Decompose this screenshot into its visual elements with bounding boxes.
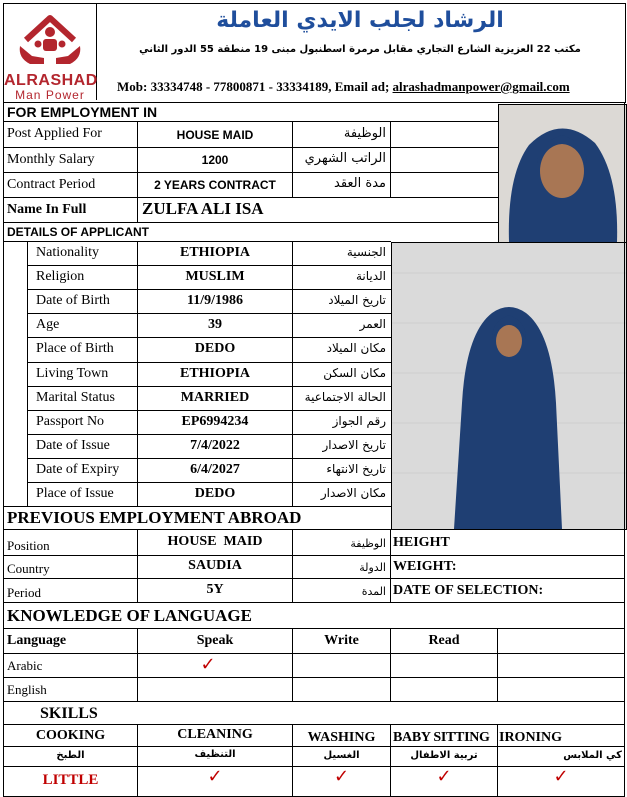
row-divider xyxy=(27,362,391,363)
skill-arabic: كي الملابس xyxy=(563,750,622,761)
detail-label: Marital Status xyxy=(36,389,115,405)
email-link[interactable]: alrashadmanpower@gmail.com xyxy=(392,79,570,94)
row-divider xyxy=(27,410,391,411)
contact-line xyxy=(117,79,617,95)
detail-value: 6/4/2027 xyxy=(190,461,240,477)
post-label: Post Applied For xyxy=(7,126,102,141)
speak-header: Speak xyxy=(196,633,234,648)
detail-label: Date of Issue xyxy=(36,437,110,453)
washing-checkmark-icon: ✓ xyxy=(333,766,350,787)
country-arabic: الدولة xyxy=(359,561,386,574)
row-divider xyxy=(27,313,391,314)
contract-value: 2 YEARS CONTRACT xyxy=(154,178,276,192)
detail-label: Date of Expiry xyxy=(36,461,120,477)
workers-logo-icon xyxy=(4,6,96,70)
skill-arabic: الطبخ xyxy=(56,750,85,761)
height-label: HEIGHT xyxy=(393,535,450,550)
write-header: Write xyxy=(324,633,359,648)
detail-value: EP6994234 xyxy=(181,413,249,429)
read-header: Read xyxy=(428,633,460,648)
section-title-language: KNOWLEDGE OF LANGUAGE xyxy=(7,606,252,625)
section-title-applicant: DETAILS OF APPLICANT xyxy=(7,225,149,239)
detail-arabic: تاريخ الانتهاء xyxy=(326,461,386,476)
skill-arabic: الغسيل xyxy=(323,750,360,761)
detail-arabic: مكان الميلاد xyxy=(326,341,386,356)
position-arabic: الوظيفة xyxy=(350,537,386,550)
detail-arabic: تاريخ الميلاد xyxy=(328,293,386,308)
section-title-previous: PREVIOUS EMPLOYMENT ABROAD xyxy=(7,508,302,527)
detail-arabic: الجنسية xyxy=(346,245,386,259)
post-arabic: الوظيفة xyxy=(343,126,386,141)
date-of-selection-label: DATE OF SELECTION: xyxy=(393,583,544,598)
applicant-headshot-photo xyxy=(498,104,627,243)
detail-arabic: تاريخ الاصدار xyxy=(322,437,386,452)
detail-label: Place of Birth xyxy=(36,341,114,357)
weight-label: WEIGHT: xyxy=(393,559,457,574)
detail-arabic: الحالة الاجتماعية xyxy=(304,389,386,404)
detail-value: ETHIOPIA xyxy=(179,365,250,381)
period-arabic: المدة xyxy=(361,585,386,598)
salary-value: 1200 xyxy=(201,153,229,167)
post-value: HOUSE MAID xyxy=(176,128,254,142)
language-header: Language xyxy=(7,633,67,648)
skill-arabic: تربية الاطفال xyxy=(410,750,478,761)
phone-numbers: Mob: 33334748 - 77800871 - 33334189, Email ad; xyxy=(117,79,393,94)
country-label: Country xyxy=(7,561,50,576)
detail-arabic: العمر xyxy=(359,317,386,332)
arabic-address: مكتب 22 العزيزية الشارع التجاري مقابل مرمرة اسطنبول مبنى 19 منطقة 55 الدور الثاني xyxy=(139,44,581,55)
detail-label: Living Town xyxy=(36,365,109,381)
skill-name: BABY SITTING xyxy=(393,730,490,745)
detail-value: 39 xyxy=(208,317,222,333)
name-label: Name In Full xyxy=(7,202,87,217)
ironing-checkmark-icon: ✓ xyxy=(553,766,569,787)
position-label: Position xyxy=(7,538,50,553)
detail-label: Place of Issue xyxy=(36,486,114,501)
detail-value: DEDO xyxy=(194,341,236,357)
cooking-level: LITTLE xyxy=(42,772,99,788)
applicant-name: ZULFA ALI ISA xyxy=(142,199,264,218)
skill-name: IRONING xyxy=(499,730,563,745)
arabic-company-title: الرشاد لجلب الايدي العاملة xyxy=(216,8,504,33)
row-divider xyxy=(27,289,391,290)
skill-name: CLEANING xyxy=(177,727,253,742)
row-divider xyxy=(27,434,391,435)
row-divider xyxy=(27,386,391,387)
contract-label: Contract Period xyxy=(7,177,96,192)
section-title-skills: SKILLS xyxy=(40,705,98,722)
contract-arabic: مدة العقد xyxy=(334,176,386,191)
language-name: English xyxy=(7,682,47,697)
salary-label: Monthly Salary xyxy=(7,152,95,167)
language-name: Arabic xyxy=(7,658,43,673)
detail-arabic: مكان السكن xyxy=(323,365,386,380)
row-divider xyxy=(27,265,391,266)
detail-label: Passport No xyxy=(36,413,105,429)
company-logo xyxy=(4,4,97,100)
detail-label: Nationality xyxy=(36,245,99,260)
position-value: HOUSE MAID xyxy=(167,534,263,549)
detail-value: 7/4/2022 xyxy=(190,437,240,453)
skill-arabic: التنظيف xyxy=(194,749,236,760)
detail-arabic: الديانة xyxy=(355,269,386,284)
salary-arabic: الراتب الشهري xyxy=(304,151,386,166)
country-value: SAUDIA xyxy=(188,558,242,573)
brand-name: ALRASHAD xyxy=(4,72,98,89)
applicant-full-body-photo xyxy=(391,242,627,530)
detail-value: DEDO xyxy=(194,486,236,501)
cleaning-checkmark-icon: ✓ xyxy=(207,766,223,787)
skill-name: WASHING xyxy=(307,730,376,745)
detail-label: Religion xyxy=(36,269,85,285)
detail-arabic: مكان الاصدار xyxy=(320,486,386,500)
period-value: 5Y xyxy=(206,582,224,597)
detail-arabic: رقم الجواز xyxy=(332,413,386,428)
period-label: Period xyxy=(7,585,41,600)
row-divider xyxy=(27,337,391,338)
row-divider xyxy=(27,482,391,483)
skill-name: COOKING xyxy=(35,728,106,743)
detail-label: Date of Birth xyxy=(36,293,110,309)
brand-subtitle: Man Power xyxy=(15,88,85,102)
detail-value: MUSLIM xyxy=(185,269,245,285)
detail-value: 11/9/1986 xyxy=(186,293,243,309)
section-title-employment: FOR EMPLOYMENT IN xyxy=(7,104,158,120)
baby-sitting-checkmark-icon: ✓ xyxy=(436,766,452,787)
detail-value: MARRIED xyxy=(180,389,250,405)
row-divider xyxy=(27,458,391,459)
letterhead xyxy=(0,0,627,102)
detail-label: Age xyxy=(36,317,60,333)
detail-value: ETHIOPIA xyxy=(179,245,250,260)
arabic-speak-checkmark-icon: ✓ xyxy=(200,654,216,675)
